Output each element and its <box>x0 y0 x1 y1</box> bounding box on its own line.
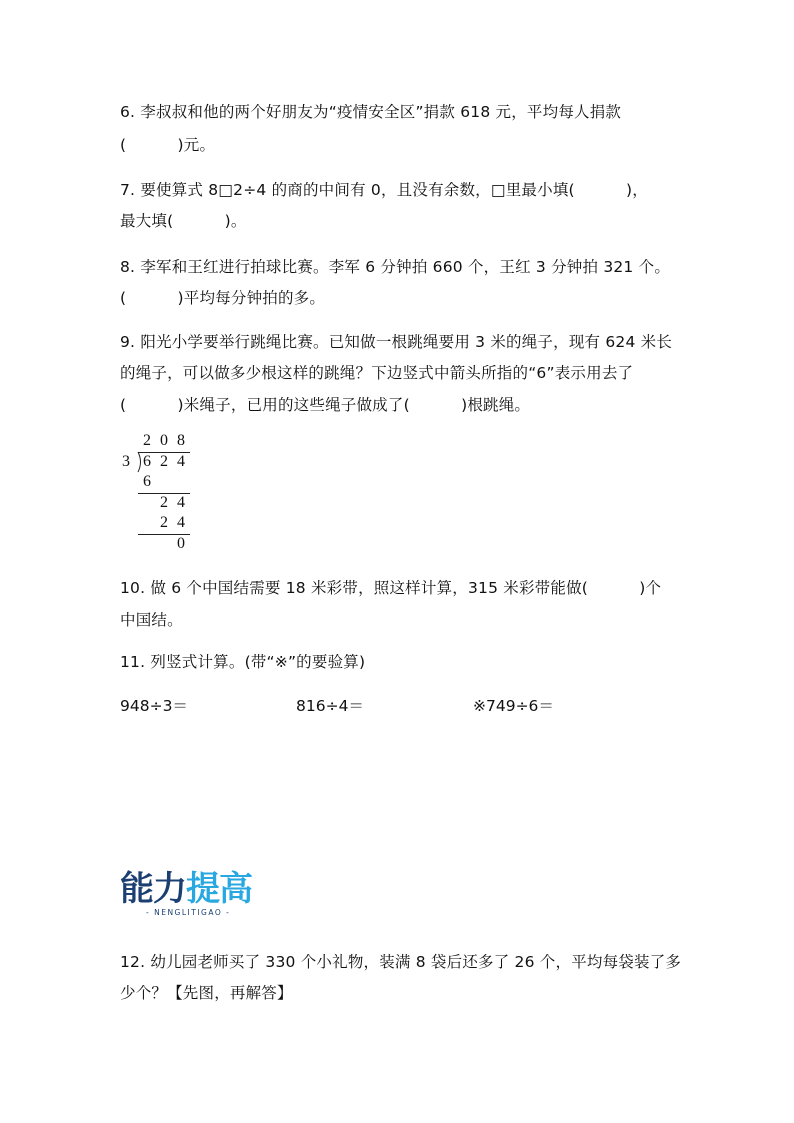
nengli-tigao-logo <box>120 871 270 921</box>
quotient-digit: 0 <box>160 432 168 449</box>
question-6-line-2: ( )元。 <box>120 136 216 154</box>
step-2-digit: 4 <box>177 494 185 511</box>
step-1-digit: 6 <box>143 473 151 490</box>
division-bracket-curve <box>118 432 198 557</box>
logo-title-dark: 能力 <box>120 869 186 909</box>
dividend-digit: 4 <box>177 453 185 470</box>
dividend-digit: 6 <box>143 453 151 470</box>
logo-title-light: 提高 <box>186 869 252 909</box>
question-9-line-1: 9. 阳光小学要举行跳绳比赛。已知做一根跳绳要用 3 米的绳子，现有 624 米长 <box>120 333 673 351</box>
question-7-line-2: 最大填( )。 <box>120 212 247 230</box>
question-8-line-2: ( )平均每分钟拍的多。 <box>120 289 326 307</box>
step-3-digit: 4 <box>177 514 185 531</box>
question-12-line-1: 12. 幼儿园老师买了 330 个小礼物，装满 8 袋后还多了 26 个，平均每袋装了多 <box>120 953 682 971</box>
step-3-digit: 2 <box>160 514 168 531</box>
step-2-digit: 2 <box>160 494 168 511</box>
question-8-line-1: 8. 李军和王红进行拍球比赛。李军 6 分钟拍 660 个，王红 3 分钟拍 321 个。 <box>120 258 671 276</box>
question-9-line-2: 的绳子，可以做多少根这样的跳绳？下边竖式中箭头所指的“6”表示用去了 <box>120 364 634 382</box>
dividend-digit: 2 <box>160 453 168 470</box>
calc-item: 948÷3＝ <box>120 697 188 715</box>
question-10-line-1: 10. 做 6 个中国结需要 18 米彩带，照这样计算，315 米彩带能做( )个 <box>120 579 662 597</box>
question-10-line-2: 中国结。 <box>120 611 183 629</box>
calc-item: 816÷4＝ <box>296 697 364 715</box>
remainder: 0 <box>177 535 185 552</box>
quotient-digit: 2 <box>143 432 151 449</box>
calc-item: ※749÷6＝ <box>473 697 554 715</box>
question-7-line-1: 7. 要使算式 8□2÷4 的商的中间有 0，且没有余数，□里最小填( )， <box>120 181 648 199</box>
question-6-line-1: 6. 李叔叔和他的两个好朋友为“疫情安全区”捐款 618 元，平均每人捐款 <box>120 103 622 121</box>
long-division <box>118 432 198 557</box>
question-12-line-2: 少个？【先图，再解答】 <box>120 984 293 1002</box>
divisor: 3 <box>122 453 130 470</box>
logo-title <box>120 871 270 907</box>
quotient-digit: 8 <box>177 432 185 449</box>
question-11-title: 11. 列竖式计算。(带“※”的要验算) <box>120 653 366 671</box>
question-9-line-3: ( )米绳子，已用的这些绳子做成了( )根跳绳。 <box>120 396 531 414</box>
logo-subtitle: - NENGLITIGAO - <box>146 908 231 917</box>
